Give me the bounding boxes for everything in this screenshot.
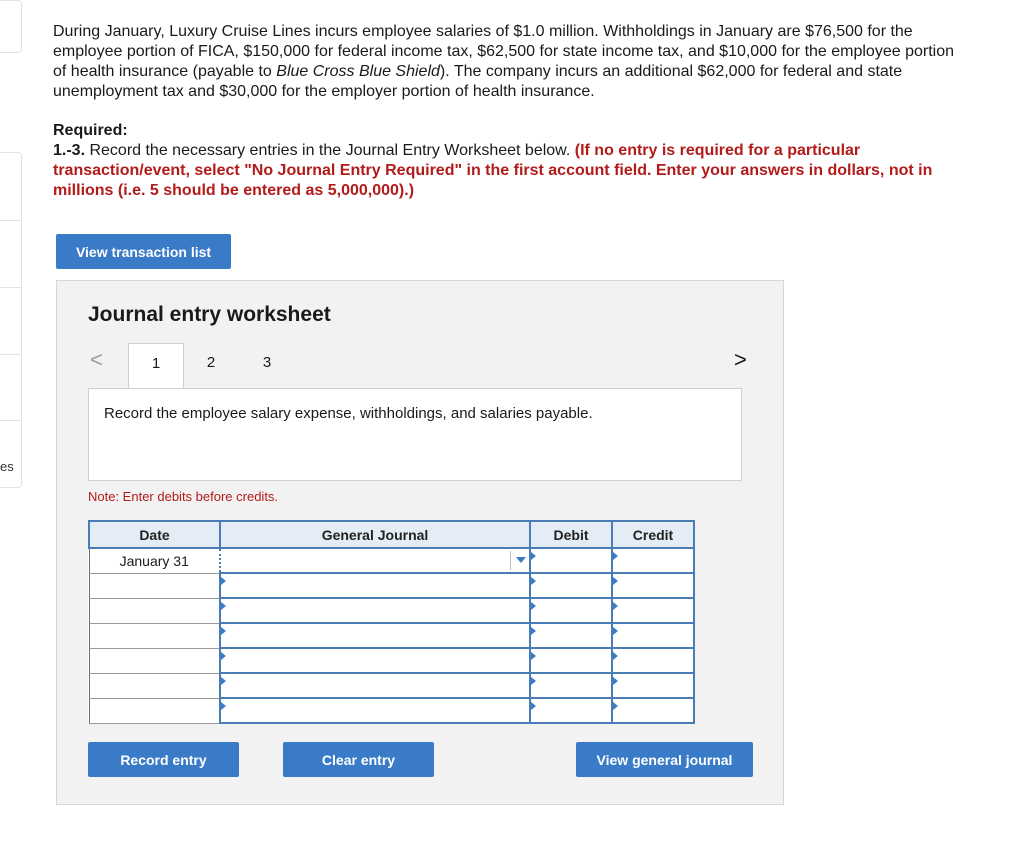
- left-panel-fragment: [0, 152, 22, 488]
- table-row: [89, 598, 694, 623]
- debit-header: Debit: [530, 521, 612, 548]
- account-input[interactable]: [220, 598, 530, 623]
- worksheet-title: Journal entry worksheet: [88, 303, 331, 326]
- table-row: [89, 573, 694, 598]
- problem-text: During January, Luxury Cruise Lines incurs employee salaries of $1.0 million. Withholdings in January are $76,500 for the employee portion of FICA, $150,000 for federal income tax, $62,500 for state income tax, and $10,000 for the employee portion of health insurance (payable to: [53, 23, 954, 80]
- table-header-row: [89, 521, 694, 548]
- chevron-down-icon[interactable]: [516, 557, 526, 563]
- divider: [0, 287, 22, 288]
- divider: [510, 551, 511, 570]
- view-general-journal-button[interactable]: View general journal: [576, 742, 753, 777]
- table-row: [89, 698, 694, 723]
- date-cell: [89, 648, 220, 673]
- date-cell: [89, 573, 220, 598]
- account-input[interactable]: [220, 698, 530, 723]
- account-input[interactable]: [220, 648, 530, 673]
- view-transaction-list-button[interactable]: View transaction list: [56, 234, 231, 269]
- debit-input[interactable]: [530, 698, 612, 723]
- tab-3[interactable]: 3: [262, 354, 272, 371]
- date-cell: [89, 623, 220, 648]
- divider: [0, 220, 22, 221]
- credit-input[interactable]: [612, 698, 694, 723]
- table-row: [89, 673, 694, 698]
- tab-1[interactable]: 1: [128, 343, 184, 389]
- journal-table: [88, 520, 695, 724]
- chevron-left-icon[interactable]: <: [90, 347, 103, 372]
- debit-input[interactable]: [530, 673, 612, 698]
- credit-header: Credit: [612, 521, 694, 548]
- problem-statement: [53, 22, 958, 102]
- divider: [0, 354, 22, 355]
- debit-input[interactable]: [530, 623, 612, 648]
- required-emphasis: (If no entry is required for a particular transaction/event, select "No Journal Entry Required" in the first account field. Enter your answers in dollars, not in millions (i.e. 5 should be entered as 5,000,000).): [53, 142, 933, 199]
- left-panel-text-fragment: es: [0, 459, 14, 474]
- left-panel-fragment: [0, 0, 22, 53]
- debit-input[interactable]: [530, 548, 612, 573]
- required-title: Required:: [53, 122, 128, 139]
- account-select[interactable]: [220, 548, 530, 573]
- date-cell: [89, 598, 220, 623]
- debit-input[interactable]: [530, 598, 612, 623]
- credit-input[interactable]: [612, 573, 694, 598]
- entry-note: Note: Enter debits before credits.: [88, 489, 279, 504]
- required-text: Record the necessary entries in the Journal Entry Worksheet below.: [85, 142, 575, 159]
- general-journal-header: General Journal: [220, 521, 530, 548]
- table-row: [89, 548, 694, 573]
- debit-input[interactable]: [530, 573, 612, 598]
- debit-input[interactable]: [530, 648, 612, 673]
- credit-input[interactable]: [612, 673, 694, 698]
- credit-input[interactable]: [612, 648, 694, 673]
- required-instruction: [53, 141, 958, 201]
- entry-description: Record the employee salary expense, withholdings, and salaries payable.: [104, 405, 593, 422]
- journal-entry-worksheet: [56, 280, 784, 805]
- divider: [0, 420, 22, 421]
- required-section: [53, 121, 958, 201]
- table-row: [89, 623, 694, 648]
- record-entry-button[interactable]: Record entry: [88, 742, 239, 777]
- credit-input[interactable]: [612, 623, 694, 648]
- entry-description-box: [88, 388, 742, 481]
- problem-text-end: ). The company incurs an additional $62,000 for federal and state unemployment tax and $30,000 for the employer portion of health insurance.: [53, 63, 903, 100]
- tab-2[interactable]: 2: [206, 354, 216, 371]
- credit-input[interactable]: [612, 548, 694, 573]
- chevron-right-icon[interactable]: >: [734, 347, 747, 372]
- clear-entry-button[interactable]: Clear entry: [283, 742, 434, 777]
- credit-input[interactable]: [612, 598, 694, 623]
- account-input[interactable]: [220, 673, 530, 698]
- date-header: Date: [89, 521, 220, 548]
- problem-italic: Blue Cross Blue Shield: [276, 63, 440, 80]
- account-input[interactable]: [220, 623, 530, 648]
- date-cell: [89, 698, 220, 723]
- account-input[interactable]: [220, 573, 530, 598]
- date-cell: January 31: [89, 548, 220, 573]
- date-cell: [89, 673, 220, 698]
- required-number: 1.-3.: [53, 142, 86, 159]
- table-row: [89, 648, 694, 673]
